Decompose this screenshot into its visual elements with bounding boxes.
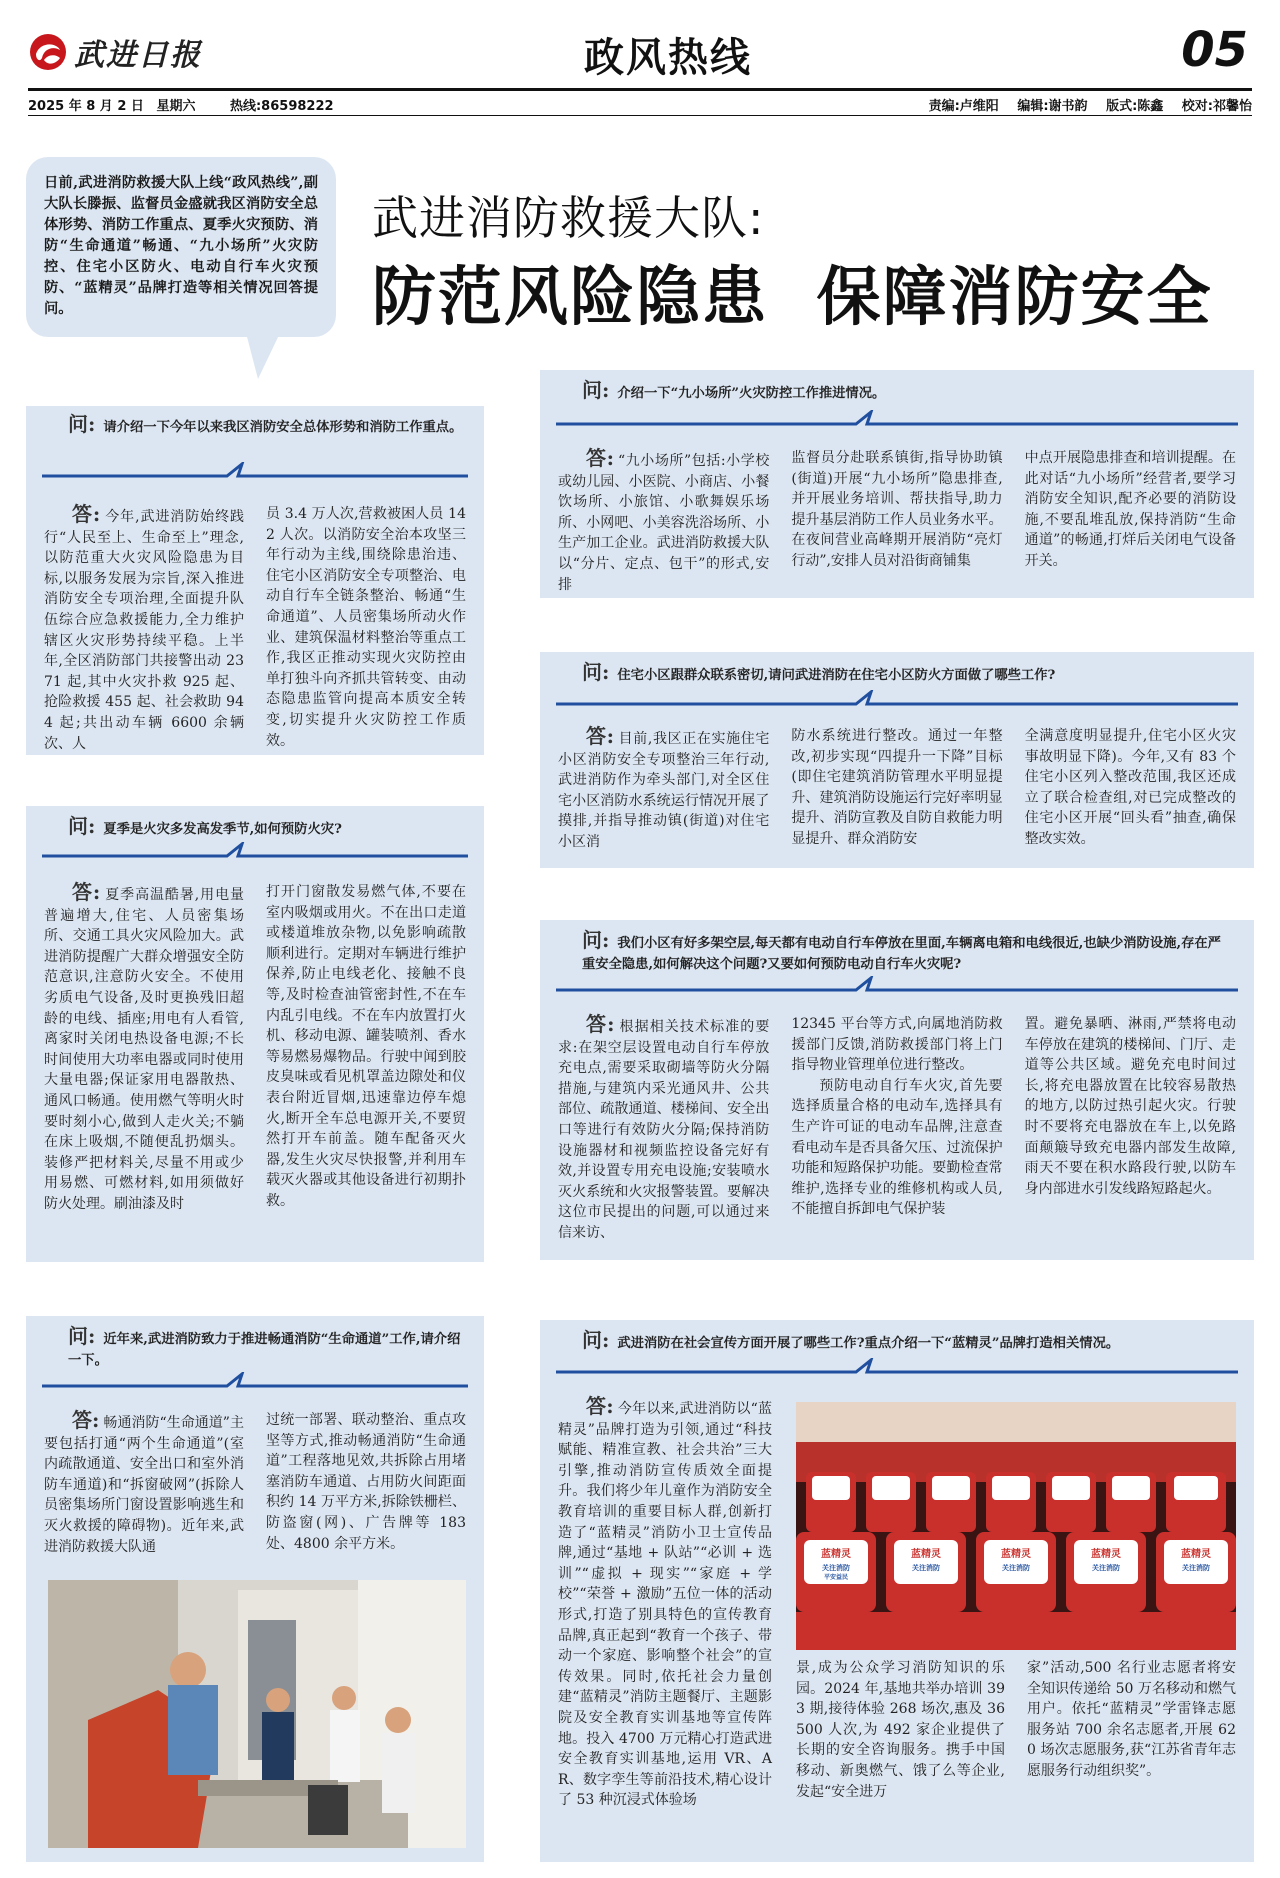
layout-credit: 版式:陈鑫 xyxy=(1106,99,1164,114)
answer-text: 员 3.4 万人次,营救被困人员 142 人次。以消防安全治本攻坚三年行动为主线,围绕除患治违、住宅小区消防安全专项整治、电动自行车全链条整治、畅通“生命通道”、人员密集场所动火作业、建筑保温材料整治等重点工作,我区正推动实现火灾防控由单打独斗向齐抓共管转变、由动态隐患监管向提高本质安全转变,切实提升火灾防控工作质效。 xyxy=(266,506,466,749)
question xyxy=(26,406,484,438)
headrest-label: 蓝精灵 xyxy=(1181,1549,1211,1560)
answer-column xyxy=(1025,448,1236,595)
wave-divider xyxy=(556,976,1238,1002)
answer-text: 置。避免暴晒、淋雨,严禁将电动车停放在建筑的楼梯间、门厅、走道等公共区域。避免充电时间过长,将充电器放置在比较容易散热的地方,以防过热引起火灾。行驶时不要将充电器放在车上,以免路面颠簸导致充电器内部发生故障,雨天不要在积水路段行驶,以防车身内部进水引发线路短路起火。 xyxy=(1024,1016,1236,1197)
hotline-number: 热线:86598222 xyxy=(229,99,334,114)
answer-column xyxy=(1025,726,1236,853)
question-mark: 问: xyxy=(582,660,610,684)
question-mark: 问: xyxy=(582,1328,610,1352)
answer-text: 家”活动,500 名行业志愿者将安全知识传递给 50 万名移动和燃气用户。依托“蓝精灵”学雷锋志愿服务站 700 余名志愿者,开展 620 场次志愿服务,获“江苏省青年志愿服务行动组织奖”。 xyxy=(1027,1660,1236,1779)
qa-box-blue-elf-brand xyxy=(540,1320,1254,1862)
question xyxy=(540,652,1254,686)
answer-mark: 答: xyxy=(72,502,101,526)
question-text: 武进消防在社会宣传方面开展了哪些工作?重点介绍一下“蓝精灵”品牌打造相关情况。 xyxy=(617,1336,1120,1351)
answer-mark: 答: xyxy=(586,446,614,470)
headrest-label: 蓝精灵 xyxy=(1091,1549,1121,1560)
copy-editor-credit: 编辑:谢书韵 xyxy=(1017,99,1088,114)
qa-box-summer-fire xyxy=(26,806,484,1262)
answer xyxy=(540,1014,1254,1244)
qa-box-nine-small-places xyxy=(540,370,1254,598)
answer-text: 12345 平台等方式,向属地消防救援部门反馈,消防救援部门将上门指导物业管理单位进行整改。 xyxy=(791,1016,1003,1074)
answer-column xyxy=(791,1014,1002,1244)
answer-column xyxy=(1027,1658,1236,1802)
section-title: 政风热线 xyxy=(584,35,752,81)
qa-box-residential xyxy=(540,652,1254,868)
headrest-label: 蓝精灵 xyxy=(911,1549,941,1560)
answer-mark: 答: xyxy=(72,1408,100,1432)
answer-text: 今年以来,武进消防以“蓝精灵”品牌打造为引领,通过“科技赋能、精准宣教、社会共治”三大引擎,推动消防宣传质效全面提升。我们将少年儿童作为消防安全教育培训的重要目标人群,创新打造了“蓝精灵”消防小卫士宣传品牌,通过“基地 + 队站”“必训 + 选训”“虚拟 + 现实”“家庭 + 学校”“荣誉 + 激励”五位一体的活动形式,打造了别具特色的宣传教育品牌,真正起到“教育一个孩子、带动一个家庭、影响整个社会”的宣传效果。同时,依托社会力量创建“蓝精灵”消防主题餐厅、主题影院及安全教育实训基地等宣传阵地。投入 4700 万元精心打造武进安全教育实训基地,运用 VR、AR、数字孪生等前沿技术,精心设计了 53 种沉浸式体验场 xyxy=(558,1401,773,1809)
question-text: 近年来,武进消防致力于推进畅通消防“生命通道”工作,请介绍一下。 xyxy=(68,1332,461,1368)
answer-text: 防水系统进行整改。通过一年整改,初步实现“四提升一下降”目标(即住宅建筑消防管理水平明显提升、建筑消防设施运行完好率明显提升、消防宣教及自防自救能力明显提升、群众消防安 xyxy=(791,728,1003,847)
wave-divider xyxy=(556,410,1238,436)
answer-text: 根据相关技术标准的要求:在架空层设置电动自行车停放充电点,需要采取砌墙等防火分隔措施,与建筑内采光通风井、公共部位、疏散通道、楼梯间、安全出口等进行有效防火分隔;保持消防设施器材和视频监控设备完好有效,并设置专用充电设施;安装喷水灭火系统和火灾报警装置。要解决这位市民提出的问题,可以通过来信来访、 xyxy=(558,1019,770,1241)
wave-divider xyxy=(42,842,468,868)
qa-box-life-passage xyxy=(26,1316,484,1862)
answer-text: 今年,武进消防始终践行“人民至上、生命至上”理念,以防范重大火灾风险隐患为目标,以服务发展为宗旨,深入推进消防安全专项治理,全面提升队伍综合应急救援能力,全力维护辖区火灾形势持续平稳。上半年,全区消防部门共接警出动 2371 起,其中火灾扑救 925 起、抢险救援 455 起、社会救助 944 起;共出动车辆 6600 余辆次、人 xyxy=(44,509,244,752)
question-mark: 问: xyxy=(68,412,96,436)
answer-column xyxy=(791,726,1002,853)
answer-text: “九小场所”包括:小学校或幼儿园、小医院、小商店、小餐饮场所、小旅馆、小歌舞娱乐场所、小网吧、小美容洗浴场所、小生产加工企业。武进消防救援大队以“分片、定点、包干”的形式,安排 xyxy=(558,453,770,593)
answer-column xyxy=(796,1658,1005,1802)
answer-mark: 答: xyxy=(586,724,615,748)
masthead xyxy=(28,22,1252,84)
qa-box-safety-situation xyxy=(26,406,484,755)
answer-column xyxy=(44,1410,244,1557)
answer-column xyxy=(1025,1014,1236,1244)
intro-bubble: 日前,武进消防救援大队上线“政风热线”,副大队长滕振、监督员金盛就我区消防安全总体形势、消防工作重点、夏季火灾预防、消防“生命通道”畅通、“九小场所”火灾防控、住宅小区防火、电动自行车火灾预防、“蓝精灵”品牌打造等相关情况回答提问。 xyxy=(26,157,336,337)
logo-swirl-icon xyxy=(28,32,68,72)
answer-text: 预防电动自行车火灾,首先要选择质量合格的电动车,选择具有生产许可证的电动车品牌,注意查看电动车是否具备欠压、过流保护功能和短路保护功能。要勤检查常维护,选择专业的维修机构或人员,不能擅自拆卸电气保护装 xyxy=(791,1077,1003,1218)
headrest-label: 关注消防 xyxy=(912,1564,940,1572)
question-text: 住宅小区跟群众联系密切,请问武进消防在住宅小区防火方面做了哪些工作? xyxy=(617,668,1056,683)
wave-divider xyxy=(42,462,468,488)
answer-text: 目前,我区正在实施住宅小区消防安全专项整治三年行动,武进消防作为牵头部门,对全区住宅小区消防水系统运行情况开展了摸排,并指导推动镇(街道)对住宅小区消 xyxy=(558,731,770,850)
intro-bubble-tail xyxy=(246,333,280,379)
answer-text: 全满意度明显提升,住宅小区火灾事故明显下降)。今年,又有 83 个住宅小区列入整改范围,我区还成立了联合检查组,对已完成整改的住宅小区开展“回头看”抽查,确保整改实效。 xyxy=(1024,728,1236,847)
answer-text: 畅通消防“生命通道”主要包括打通“两个生命通道”(室内疏散通道、安全出口和室外消防车通道)和“拆窗破网”(拆除人员密集场所门窗设置影响逃生和灭火救援的障碍物)。近年来,武进消防救援大队通 xyxy=(44,1415,244,1555)
headrest-label: 关注消防 xyxy=(822,1564,850,1572)
question xyxy=(540,1320,1254,1354)
answer-text: 中点开展隐患排查和培训提醒。在此对话“九小场所”经营者,要学习消防安全知识,配齐必要的消防设施,不要乱堆乱放,保持消防“生命通道”的畅通,打烊后关闭电气设备开关。 xyxy=(1024,450,1236,569)
question-mark: 问: xyxy=(68,1324,96,1348)
headrest-label: 关注消防 xyxy=(1182,1564,1210,1572)
logo-text: 武进日报 xyxy=(74,38,202,73)
question-text: 我们小区有好多架空层,每天都有电动自行车停放在里面,车辆离电箱和电线很近,也缺少消防设施,存在严重安全隐患,如何解决这个问题?又要如何预防电动自行车火灾呢? xyxy=(582,936,1221,972)
answer-column xyxy=(558,1396,772,1811)
answer-column xyxy=(44,882,244,1215)
question-text: 请介绍一下今年以来我区消防安全总体形势和消防工作重点。 xyxy=(103,420,463,435)
answer-mark: 答: xyxy=(586,1012,615,1036)
qa-box-e-bike xyxy=(540,920,1254,1260)
wave-divider xyxy=(556,690,1238,716)
headrest-label: 蓝精灵 xyxy=(1001,1549,1031,1560)
answer-text: 过统一部署、联动整治、重点攻坚等方式,推动畅通消防“生命通道”工程落地见效,共拆除占用堵塞消防车通道、占用防火间距面积约 14 万平方米,拆除铁栅栏、防盗窗(网)、广告牌等 183 处、4800 余平方米。 xyxy=(266,1412,466,1552)
question-mark: 问: xyxy=(582,378,610,402)
answer xyxy=(540,448,1254,595)
newspaper-logo xyxy=(28,32,202,72)
question-mark: 问: xyxy=(582,928,610,952)
question-mark: 问: xyxy=(68,814,96,838)
answer-column xyxy=(558,1014,769,1244)
wave-divider xyxy=(42,1372,468,1398)
answer-column xyxy=(558,726,769,853)
answer-column xyxy=(266,882,466,1215)
answer-mark: 答: xyxy=(72,880,101,904)
photo-cinema-seats xyxy=(796,1402,1236,1650)
question xyxy=(26,1316,484,1371)
editor-credit: 责编:卢维阳 xyxy=(928,99,999,114)
question xyxy=(26,806,484,840)
wave-divider xyxy=(556,1358,1238,1384)
proof-credit: 校对:祁馨怡 xyxy=(1181,99,1252,114)
answer-column xyxy=(791,448,1002,595)
masthead-rule xyxy=(28,88,1252,91)
answer-text: 监督员分赴联系镇街,指导协助镇(街道)开展“九小场所”隐患排查,并开展业务培训、帮扶指导,助力提升基层消防工作人员业务水平。在夜间营业高峰期开展消防“亮灯行动”,安排人员对沿街商铺集 xyxy=(791,450,1003,569)
question-text: 夏季是火灾多发高发季节,如何预防火灾? xyxy=(103,822,342,837)
headline-kicker: 武进消防救援大队: xyxy=(372,191,765,245)
answer-column xyxy=(44,504,244,754)
headrest-label: 关注消防 xyxy=(1002,1564,1030,1572)
photo-firefighter-inspection xyxy=(48,1580,466,1848)
answer-column xyxy=(266,1410,466,1557)
answer xyxy=(796,1658,1236,1802)
answer xyxy=(26,882,484,1215)
answer-text: 景,成为公众学习消防知识的乐园。2024 年,基地共举办培训 393 期,接待体验 268 场次,惠及 36500 人次,为 492 家企业提供了长期的安全咨询服务。携手中国移动、新奥燃气、饿了么等企业,发起“安全进万 xyxy=(796,1660,1005,1800)
headrest-label: 平安益民 xyxy=(823,1574,849,1581)
question xyxy=(540,370,1254,404)
dateline-rule xyxy=(28,115,1252,116)
answer xyxy=(540,726,1254,853)
answer-mark: 答: xyxy=(586,1394,614,1418)
answer-text: 夏季高温酷暑,用电量普遍增大,住宅、人员密集场所、交通工具火灾风险加大。武进消防提醒广大群众增强安全防范意识,注意防火安全。不使用劣质电气设备,及时更换残旧超龄的电线、插座;用电有人看管,离家时关闭电热设备电源;不长时间使用大功率电器或同时使用大量电器;保证家用电器散热、通风口畅通。使用燃气等明火时要时刻小心,做到人走火关;不躺在床上吸烟,不随便乱扔烟头。装修严把材料关,尽量不用或少用易燃、可燃材料,如用须做好防火处理。刷油漆及时 xyxy=(44,887,244,1212)
answer xyxy=(26,1410,484,1557)
headline-main: 防范风险隐患 保障消防安全 xyxy=(372,261,1213,335)
issue-date: 2025 年 8 月 2 日 xyxy=(28,99,144,114)
answer-column xyxy=(558,448,769,595)
question-text: 介绍一下“九小场所”火灾防控工作推进情况。 xyxy=(617,386,886,401)
issue-weekday: 星期六 xyxy=(156,99,196,114)
page-number: 05 xyxy=(1181,22,1248,78)
dateline xyxy=(28,95,1252,115)
answer-column xyxy=(266,504,466,754)
answer xyxy=(26,504,484,754)
headrest-label: 关注消防 xyxy=(1092,1564,1120,1572)
headrest-label: 蓝精灵 xyxy=(821,1549,851,1560)
question xyxy=(540,920,1254,975)
answer-text: 打开门窗散发易燃气体,不要在室内吸烟或用火。不在出口走道或楼道堆放杂物,以免影响疏散顺利进行。定期对车辆进行维护保养,防止电线老化、接触不良等,及时检查油管密封性,不在车内乱引电线。不在车内放置打火机、移动电源、罐装喷剂、香水等易燃易爆物品。行驶中闻到胶皮臭味或看见机罩盖边隙处和仪表台附近冒烟,迅速靠边停车熄火,断开全车总电源开关,不要贸然打开车前盖。随车配备灭火器,发生火灾尽快报警,并利用车载灭火器或其他设备进行初期扑救。 xyxy=(266,884,466,1209)
